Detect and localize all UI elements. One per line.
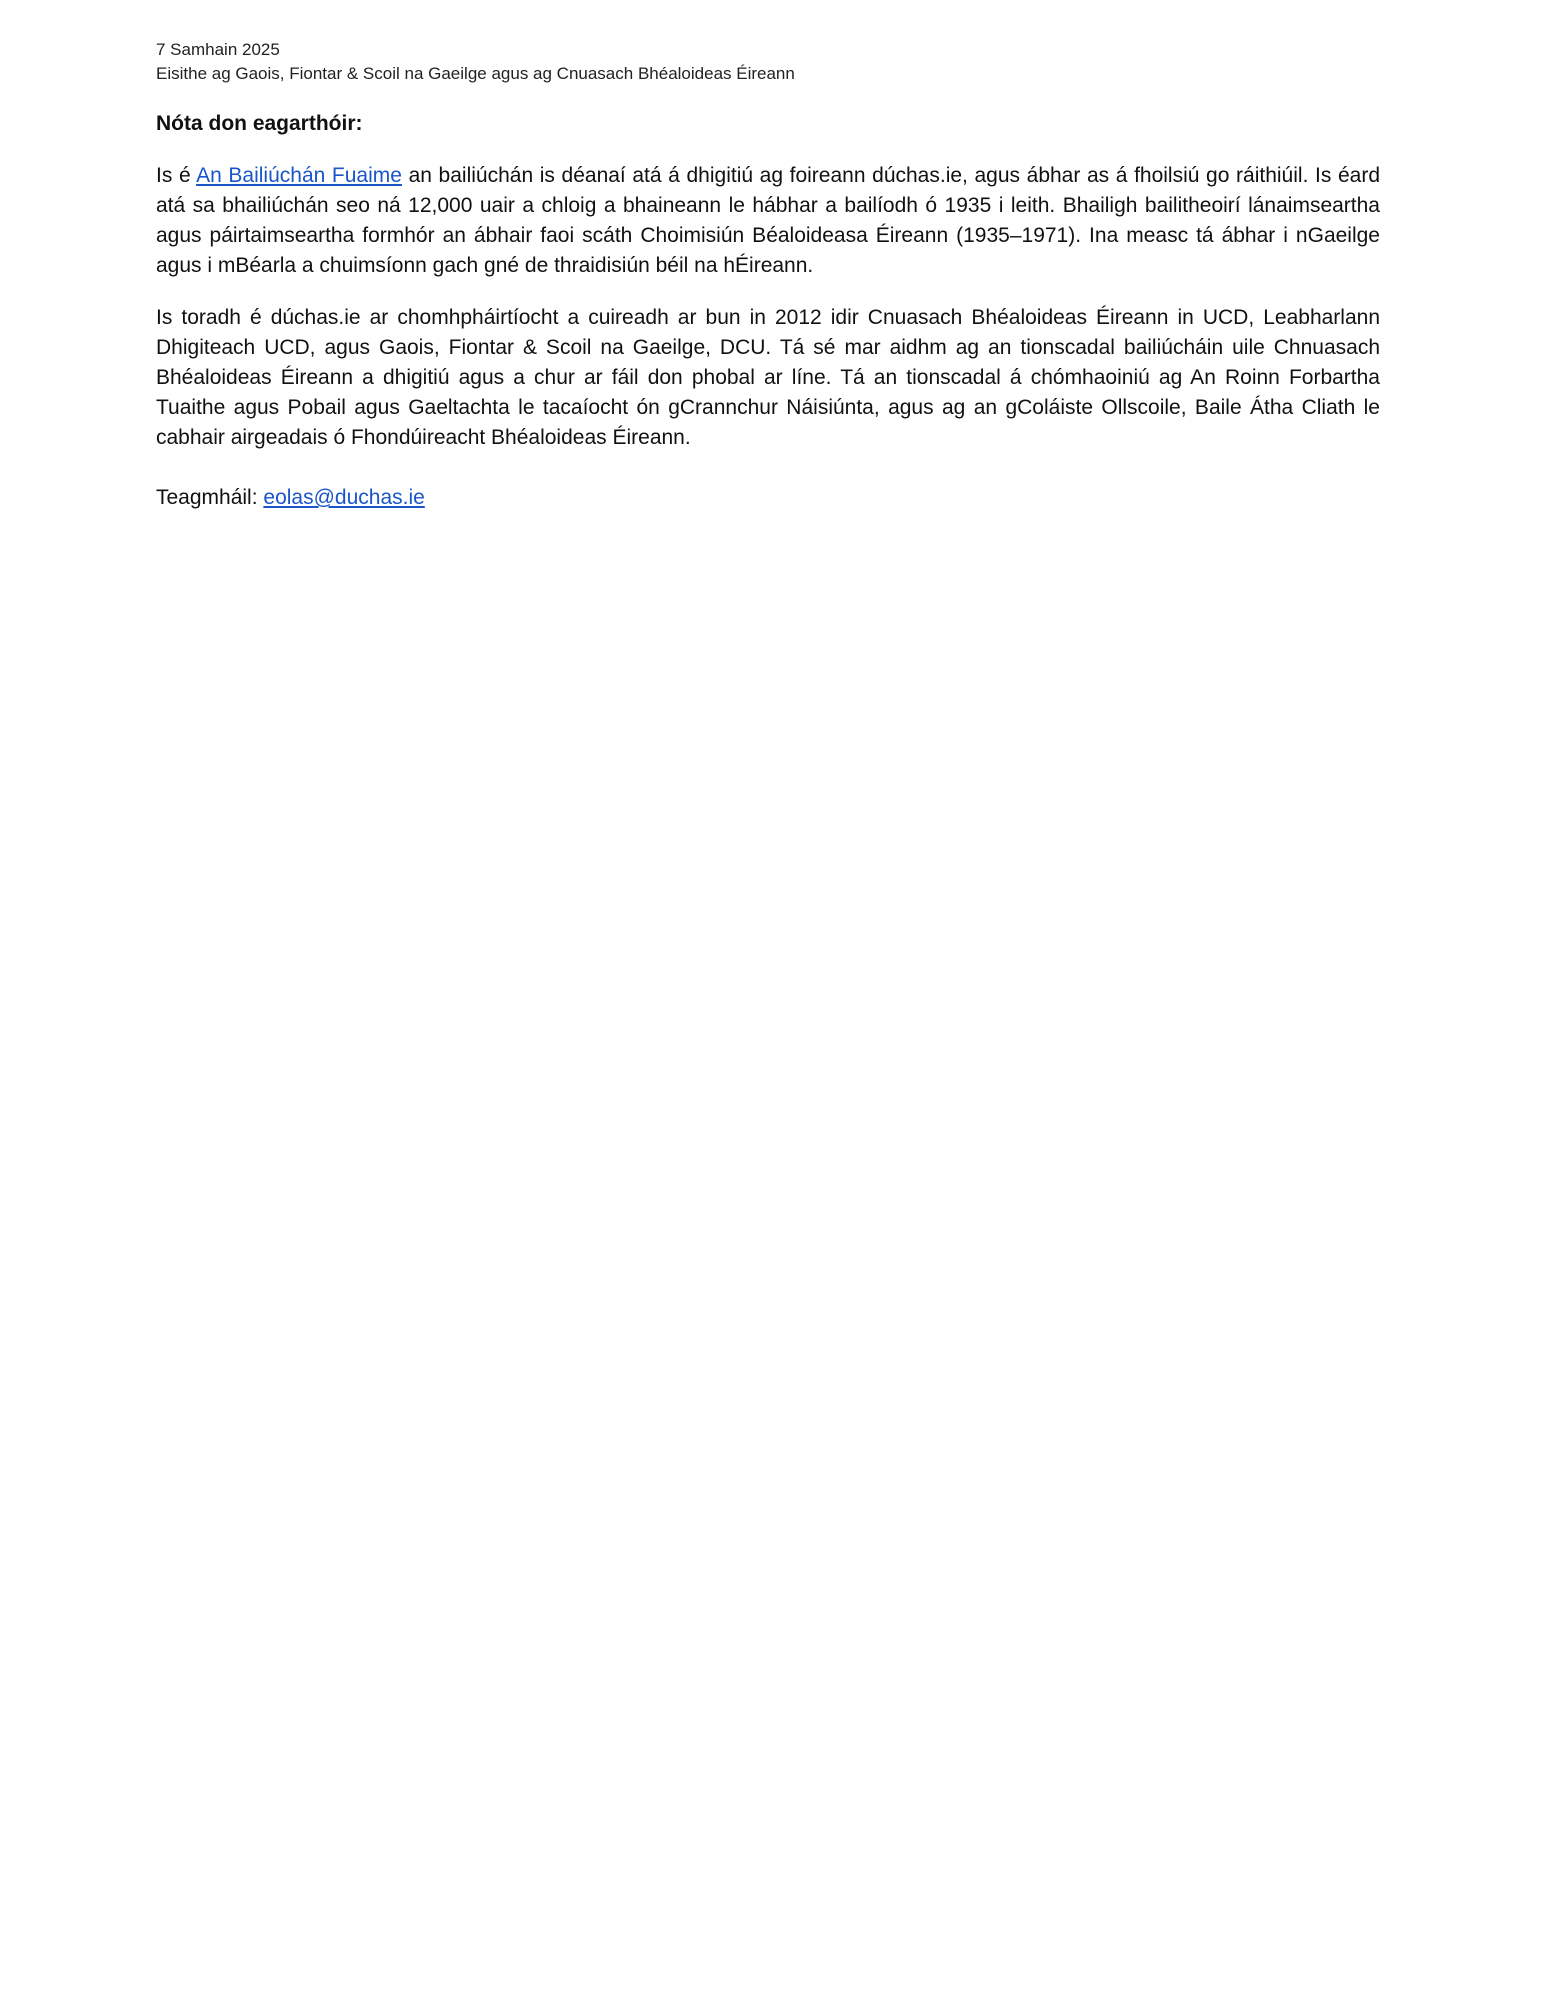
sound-collection-link[interactable]: An Bailiúchán Fuaime	[196, 164, 402, 187]
document-content	[156, 38, 1380, 513]
contact-line	[156, 483, 1380, 513]
release-date: 7 Samhain 2025	[156, 40, 280, 59]
contact-label: Teagmháil:	[156, 486, 264, 509]
paragraph-partnership: Is toradh é dúchas.ie ar chomhpháirtíocht a cuireadh ar bun in 2012 idir Cnuasach Bhéaloideas Éireann in UCD, Leabharlann Dhigiteach UCD, agus Gaois, Fiontar & Scoil na Gaeilge, DCU. Tá sé mar aidhm ag an tionscadal bailiúcháin uile Chnuasach Bhéaloideas Éireann a dhigitiú agus a chur ar fáil don phobal ar líne. Tá an tionscadal á chómhaoiniú ag An Roinn Forbartha Tuaithe agus Pobail agus Gaeltachta le tacaíocht ón gCrannchur Náisiúnta, agus ag an gColáiste Ollscoile, Baile Átha Cliath le cabhair airgeadais ó Fhondúireacht Bhéaloideas Éireann.	[156, 306, 1380, 449]
paragraph-1-body: an bailiúchán is déanaí atá á dhigitiú ag foireann dúchas.ie, agus ábhar as á fhoilsiú go ráithiúil. Is éard atá sa bhailiúchán seo ná 12,000 uair a chloig a bhaineann le hábhar a bailíodh ó 1935 i leith. Bhailigh bailitheoirí lánaimseartha agus páirtaimseartha formhór an ábhair faoi scáth Choimisiún Béaloideasa Éireann (1935–1971). Ina measc tá ábhar i nGaeilge agus i mBéarla a chuimsíonn gach gné de thraidisiún béil na hÉireann.	[156, 164, 1381, 277]
contact-email-link[interactable]: eolas@duchas.ie	[263, 486, 425, 509]
paragraph-sound-collection	[156, 161, 1380, 281]
paragraph-1-lead: Is é	[156, 164, 197, 187]
note-heading: Nóta don eagarthóir:	[156, 112, 363, 135]
issuer-line: Eisithe ag Gaois, Fiontar & Scoil na Gaeilge agus ag Cnuasach Bhéaloideas Éireann	[156, 64, 795, 83]
